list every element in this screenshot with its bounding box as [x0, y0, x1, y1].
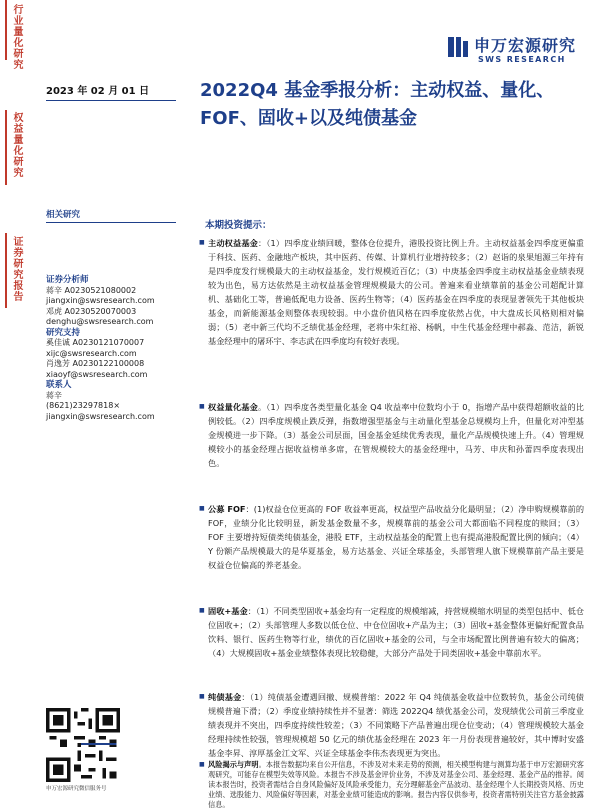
contact-label: 联系人 [46, 380, 72, 390]
bullet-text: ：（1）不同类型固收+基金均有一定程度的规模缩减，持营规模缩水明显的类型包括中、低仓位固收+；（2）头部管理人多数以低仓位、中仓位固收+产品为主；（3）固收+基金整体更偏好配置食品饮料、银行、医药生物等行业，绩优的百亿固收+基金的公司，与全市场配置比例普遍有较大的偏离；（4）大规模固收+基金业绩整体表现比较稳健，大部分产品处于同类固收+基金中靠前水平。 [208, 606, 584, 658]
contact-phone: (8621)23297818× [46, 401, 121, 410]
bullet-key: 公募 FOF [208, 504, 246, 514]
logo-text-en: SWS RESEARCH [478, 55, 566, 64]
qr-caption: 申万宏源研究微信服务号 [46, 786, 107, 792]
analyst-email[interactable]: jiangxin@swsresearch.com [46, 296, 155, 305]
bullet-key: 权益量化基金 [208, 402, 258, 412]
report-date: 2023 年 02 月 01 日 [46, 86, 150, 97]
bullet-text: 。本报告数据均来自公开信息，不涉及对未来走势的预测，相关模型构建与测算均基于申万宏源研究客观研究，可能存在模型失效等风险。本报告不涉及基金评价业务，不涉及对基金公司、基金经理、基金产品的推荐。阅读本报告时，投资者需结合自身风险偏好及风险承受能力，充分理解基金产品波动、基金经理个人长期投资风格、历史业绩、选股能力、风险偏好等因素，对基金业绩可能造成的影响。报告内容仅供参考，投资者需特别关注官方基金披露信息。 [208, 760, 584, 809]
list-item [208, 236, 584, 348]
support-email[interactable]: xijc@swsresearch.com [46, 348, 137, 358]
analysts-block [46, 275, 155, 422]
page-title: 2022Q4 基金季报分析：主动权益、量化、FOF、固收+以及纯债基金 [200, 80, 555, 129]
support-line: 肖逸芳 A0230122100008 [46, 359, 145, 368]
support-email[interactable]: xiaoyf@swsresearch.com [46, 369, 148, 379]
bullet-text: ：（1）四季度业绩回暖，整体仓位提升，港股投资比例上升。主动权益基金四季度更偏重于科技、医药、金融地产板块，其中医药、传媒、计算机行业增持较多；（2）赵诣的泉果旭源三年持有是四季度发行规模最大的主动权益基金，发行规模近百亿；（3）中庚基金四季度主动权益基金业绩表现较为出色，易方达依然是主动权益基金管理规模最大的公司。普遍来看业绩靠前的基金公司超配计算机、基础化工等，普遍低配电力设备、医药生物等；（4）医药基金在四季度的表现显著领先于其他板块基金，而新能源基金则整体表现较弱。中小盘价值风格在四季度依然占优，中大盘成长风格则相对偏弱；（5）老中新三代均不乏绩优基金经理，老将中朱红裕、杨帆，中生代基金经理中郝淼、范洁，新锐基金经理中的屠环宇、李志武在四季度均有较好表现。 [208, 238, 584, 346]
related-research [46, 210, 80, 221]
list-item [208, 502, 584, 572]
company-logo [448, 35, 578, 75]
analysts-label: 证券分析师 [46, 275, 89, 285]
bullet-text: 。（1）四季度各类型量化基金 Q4 收益率中位数均小于 0，指增产品中获得超额收益的比例较低。（2）四季度规模止跌反弹，指数增强型基金与主动量化型基金总规模均上升，但量化对冲型基金规模进一步下降。（3）基金公司层面，国金基金延续优秀表现，量化产品规模快速上升。（4）管理规模较小的基金经理占据收益榜单多席，在管规模较大的基金经理中，马芳、申庆和孙蕾四季度表现出色。 [208, 402, 584, 468]
support-line: 奚佳诚 A0230121070007 [46, 338, 145, 347]
category-label-industry: 行业量化研究 [11, 4, 22, 70]
list-item [208, 690, 584, 760]
contact-name: 蒋辛 [46, 390, 62, 400]
support-label: 研究支持 [46, 327, 81, 338]
qr-code-icon [46, 708, 120, 782]
divider-line [5, 233, 7, 308]
logo-text-cn: 申万宏源研究 [474, 36, 577, 55]
list-item [208, 760, 584, 810]
divider-line [5, 0, 7, 60]
category-label-equity: 权益量化研究 [11, 112, 22, 178]
left-sidebar-bar [0, 0, 38, 800]
analyst-line: 邓虎 A0230520070003 [46, 306, 137, 316]
logo-mark-icon [448, 35, 468, 59]
contact-email[interactable]: jiangxin@swsresearch.com [46, 411, 155, 421]
bullet-text: ：(1)权益仓位更高的 FOF 收益率更高，权益型产品收益分化最明显；（2）净申购规模靠前的 FOF，业绩分化比较明显，新发基金数量不多，规模靠前的基金公司大都面临不同程度的赎回；（3）FOF 主要增持短债类纯债基金，港股 ETF，主动权益基金的配置上也有提高港股配置比例的倾向；（4）Y 份额产品规模最大的是华夏基金，易方达基金、兴证全球基金，头部管理人旗下规模靠前产品主要是权益仓位偏高的养老基金。 [208, 504, 585, 570]
divider-line [46, 222, 176, 223]
category-label-report: 证券研究报告 [11, 236, 22, 302]
section-title: 本期投资提示： [205, 220, 272, 231]
analyst-line: 蒋辛 A0230521080002 [46, 285, 137, 295]
bullet-key: 纯债基金 [208, 692, 242, 702]
divider-line [46, 100, 176, 101]
bullet-text: ：（1）纯债基金遭遇回撤、规模普缩：2022 年 Q4 纯债基金收益中位数转负，基金公司纯债规模普遍下滑；（2）季度业绩持续性并不显著：筛选 2022Q4 绩优基金公司，发现绩优公司前三季度业绩表现并不突出，四季度持续性较差；（3）不同策略下产品普遍出现仓位变动；（4）管理规模较大基金经理持续性较强，管理规模超 50 亿元的绩优基金经理在 2023 年一月份表现普遍较好，其中博时安盛基金李昇、淳厚基金江文军、兴证全球基金李伟杰表现更为突出。 [208, 692, 584, 758]
bullet-key: 固收+基金 [208, 606, 248, 616]
bullet-key: 主动权益基金 [208, 238, 258, 248]
divider-line [5, 110, 7, 185]
list-item [208, 400, 584, 470]
related-research-label: 相关研究 [46, 210, 81, 220]
analyst-email[interactable]: denghu@swsresearch.com [46, 317, 154, 326]
bullet-key: 风险揭示与声明 [208, 760, 259, 769]
list-item [208, 604, 584, 660]
